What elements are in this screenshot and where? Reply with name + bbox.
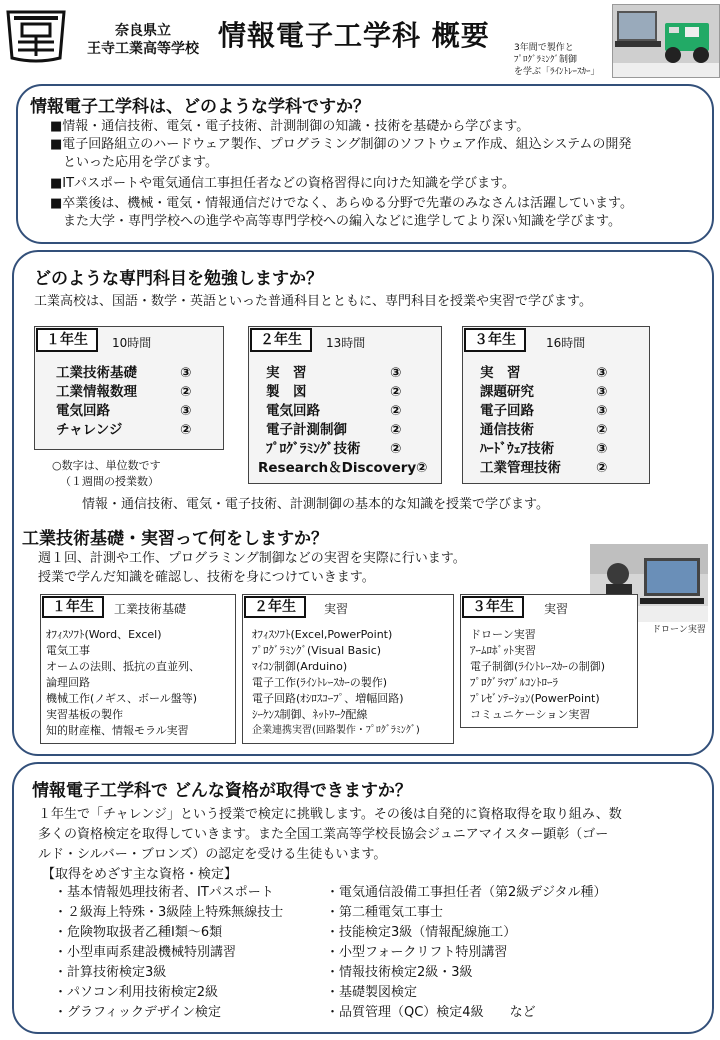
subjects-intro: 工業高校は、国語・数学・英語といった普通科目とともに、専門科目を授業や実習で学びます。 — [34, 294, 592, 309]
line-tracer-photo — [612, 4, 720, 78]
practice-item: 実習基板の製作 — [46, 708, 123, 721]
subject-item: 電子回路 ③ — [480, 403, 608, 419]
school-name — [78, 22, 208, 58]
qual-item: ・基礎製図検定 — [326, 985, 418, 1000]
practice-item: ｵﾌｨｽｿﾌﾄ(Word、Excel) — [46, 628, 162, 641]
year2-hours: 13時間 — [326, 336, 366, 350]
qual-item: ・危険物取扱者乙種Ⅰ類～6類 — [54, 925, 223, 940]
practice-item: 機械工作(ノギス、ボール盤等) — [46, 692, 198, 705]
qual-item: ・技能検定3級（情報配線施工） — [326, 925, 517, 940]
practice-item: ｼｰｹﾝｽ制御、ﾈｯﾄﾜｰｸ配線 — [252, 708, 368, 721]
practice-item: 知的財産権、情報モラル実習 — [46, 724, 189, 737]
practice-item: 電子工作(ﾗｲﾝﾄﾚｰｽｶｰの製作) — [252, 676, 388, 689]
practice-year1-title: 工業技術基礎 — [114, 602, 187, 616]
qual-item: ・情報技術検定2級・3級 — [326, 965, 473, 980]
about-line: ■ITパスポートや電気通信工事担任者などの資格習得に向けた知識を学びます。 — [50, 176, 516, 191]
practice-item: 企業連携実習(回路製作・ﾌﾟﾛｸﾞﾗﾐﾝｸﾞ) — [252, 725, 420, 736]
about-line: といった応用を学びます。 — [50, 155, 218, 170]
year3-hours: 16時間 — [546, 336, 586, 350]
subject-item: 電気回路 ③ — [56, 403, 192, 419]
drone-photo-caption: ドローン実習 — [652, 625, 706, 635]
practice-item: オームの法則、抵抗の直並列、 — [46, 660, 200, 673]
practice-item: ﾌﾟﾚｾﾞﾝﾃｰｼｮﾝ(PowerPoint) — [470, 692, 600, 705]
section-qualifications-heading: 情報電子工学科で どんな資格が取得できますか？ — [32, 781, 412, 801]
units-note: ○数字は、単位数です — [52, 459, 161, 472]
section-subjects-heading: どのような専門科目を勉強しますか？ — [34, 269, 323, 289]
practice-item: 電気工事 — [46, 644, 90, 657]
subject-item: 電子計測制御 ② — [266, 422, 402, 438]
practice-year3-title: 実習 — [544, 602, 569, 616]
subject-item: Research＆Discovery② — [258, 460, 428, 476]
practice-item: ﾌﾟﾛｸﾞﾗﾏﾌﾞﾙｺﾝﾄﾛｰﾗ — [470, 676, 558, 689]
practice-year1-label: １年生 — [42, 596, 104, 618]
qual-item: ・品質管理（QC）検定4級 など — [326, 1005, 536, 1020]
qual-item: ・２級海上特殊・3級陸上特殊無線技士 — [54, 905, 284, 920]
subject-item: 実 習 ③ — [266, 365, 402, 381]
year1-label: １年生 — [36, 328, 98, 352]
qual-item: ・第二種電気工事士 — [326, 905, 444, 920]
subjects-summary: 情報・通信技術、電気・電子技術、計測制御の基本的な知識を授業で学びます。 — [82, 497, 549, 512]
about-line: ■卒業後は、機械・電気・情報通信だけでなく、あらゆる分野で先輩のみなさんは活躍しています。 — [50, 196, 633, 211]
year3-label: ３年生 — [464, 328, 526, 352]
subject-item: 電気回路 ② — [266, 403, 402, 419]
school-line1: 奈良県立 — [115, 23, 171, 39]
practice-heading: 工業技術基礎・実習って何をしますか？ — [22, 529, 328, 549]
practice-item: コミュニケーション実習 — [470, 708, 591, 721]
practice-line: 授業で学んだ知識を確認し、技術を身につけていきます。 — [38, 570, 375, 585]
units-note-2: （１週間の授業数） — [60, 475, 159, 488]
subject-item: 工業管理技術 ② — [480, 460, 608, 476]
subject-item: 実 習 ③ — [480, 365, 608, 381]
practice-item: 電子制御(ﾗｲﾝﾄﾚｰｽｶｰの制御) — [470, 660, 606, 673]
qual-item: ・計算技術検定3級 — [54, 965, 167, 980]
qual-item: ・小型フォークリフト特別講習 — [326, 945, 508, 960]
subject-item: 工業情報数理 ② — [56, 384, 192, 400]
qual-item: ・小型車両系建設機械特別講習 — [54, 945, 237, 960]
practice-line: 週１回、計測や工作、プログラミング制御などの実習を実際に行います。 — [38, 551, 466, 566]
page-title: 情報電子工学科 概要 — [218, 19, 490, 52]
year2-label: ２年生 — [250, 328, 312, 352]
school-logo — [6, 6, 66, 64]
subject-item: ﾊｰﾄﾞｳｪｱ技術 ③ — [480, 441, 608, 457]
practice-item: ｱｰﾑﾛﾎﾞｯﾄ実習 — [470, 644, 536, 657]
practice-year2-label: ２年生 — [244, 596, 306, 618]
header-photo-caption: 3年間で製作と ﾌﾟﾛｸﾞﾗﾐﾝｸﾞ制御 を学ぶ「ﾗｲﾝﾄﾚｰｽｶｰ」 — [514, 43, 600, 77]
section-about-heading: 情報電子工学科は、どのような学科ですか？ — [30, 97, 370, 117]
qual-item: ・パソコン利用技術検定2級 — [54, 985, 219, 1000]
year1-hours: 10時間 — [112, 336, 152, 350]
subject-item: 製 図 ② — [266, 384, 402, 400]
qual-intro: １年生で「チャレンジ」という授業で検定に挑戦します。その後は自発的に資格取得を取り組み、数 — [38, 807, 622, 822]
about-line: ■情報・通信技術、電気・電子技術、計測制御の知識・技術を基礎から学びます。 — [50, 119, 530, 134]
qual-intro: 多くの資格検定を取得していきます。また全国工業高等学校長協会ジュニアマイスター顕彰（ゴー — [38, 827, 609, 842]
practice-year2-title: 実習 — [324, 602, 349, 616]
about-line: ■電子回路組立のハードウェア製作、プログラミング制御のソフトウェア作成、組込システムの開発 — [50, 137, 632, 152]
about-line: また大学・専門学校への進学や高等専門学校への編入などに進学してより深い知識を学びます。 — [50, 214, 621, 229]
qual-item: ・グラフィックデザイン検定 — [54, 1005, 222, 1020]
qual-list-title: 【取得をめざす主な資格・検定】 — [42, 867, 238, 882]
qual-item: ・基本情報処理技術者、ITパスポート — [54, 885, 274, 900]
practice-item: ﾌﾟﾛｸﾞﾗﾐﾝｸﾞ(Visual Basic) — [252, 644, 382, 657]
qual-item: ・電気通信設備工事担任者（第2級デジタル種） — [326, 885, 607, 900]
practice-item: ﾏｲｺﾝ制御(Arduino) — [252, 660, 348, 673]
qual-intro: ルド・シルバー・ブロンズ）の認定を受ける生徒もいます。 — [38, 847, 387, 862]
school-line2: 王寺工業高等学校 — [87, 41, 199, 57]
practice-year3-label: ３年生 — [462, 596, 524, 618]
subject-item: 通信技術 ② — [480, 422, 608, 438]
practice-item: ｵﾌｨｽｿﾌﾄ(Excel,PowerPoint) — [252, 628, 393, 641]
practice-item: 電子回路(ｵｼﾛｽｺｰﾌﾟ、増幅回路) — [252, 692, 404, 705]
practice-item: ドローン実習 — [470, 628, 536, 641]
subject-item: チャレンジ ② — [56, 422, 192, 438]
subject-item: 課題研究 ③ — [480, 384, 608, 400]
subject-item: ﾌﾟﾛｸﾞﾗﾐﾝｸﾞ技術 ② — [266, 441, 402, 457]
practice-item: 論理回路 — [46, 676, 90, 689]
subject-item: 工業技術基礎 ③ — [56, 365, 192, 381]
